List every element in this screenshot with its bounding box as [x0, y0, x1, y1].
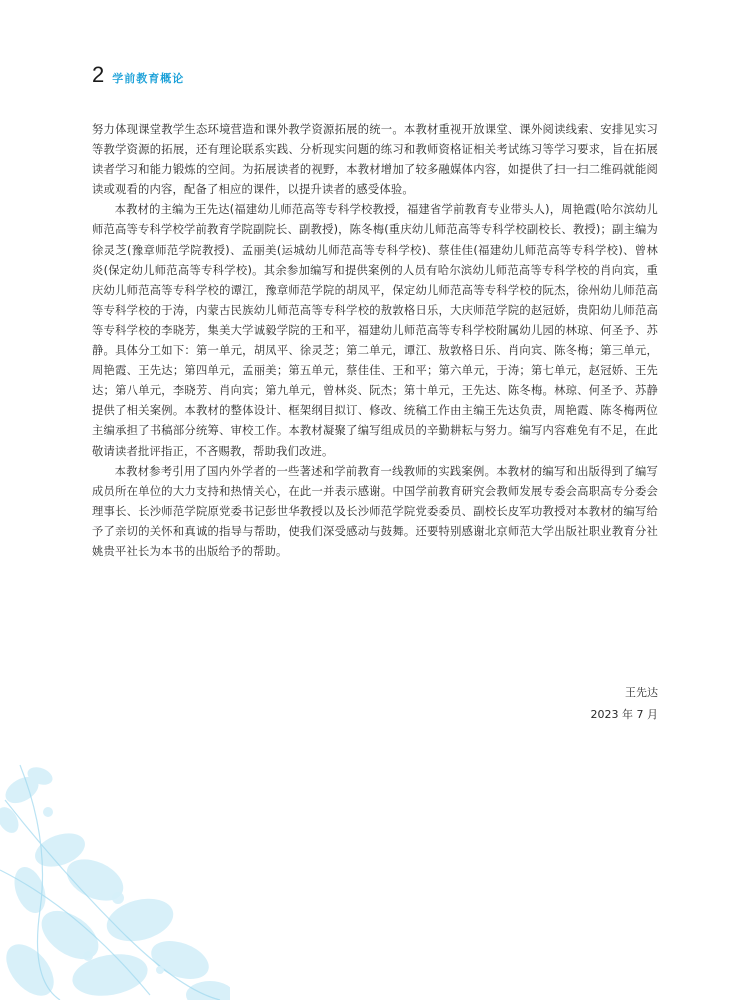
paragraph-continued: 努力体现课堂教学生态环境营造和课外教学资源拓展的统一。本教材重视开放课堂、课外阅读线索、安排见实习等教学资源的拓展，还有理论联系实践、分析现实问题的练习和教师资格证相关考试练习等学习要求，旨在拓展读者学习和能力锻炼的空间。为拓展读者的视野，本教材增加了较多融媒体内容，如提供了扫一扫二维码就能阅读或观看的内容，配备了相应的课件，以提升读者的感受体验。 — [92, 123, 658, 197]
signature-block — [591, 682, 658, 726]
signature-author: 王先达 — [625, 686, 658, 699]
book-title: 学前教育概论 — [112, 72, 185, 85]
running-header — [92, 62, 184, 88]
flower-watermark-decoration — [0, 760, 230, 1000]
paragraph-acknowledgements: 本教材参考引用了国内外学者的一些著述和学前教育一线教师的实践案例。本教材的编写和出版得到了编写成员所在单位的大力支持和热情关心，在此一并表示感谢。中国学前教育研究会教师发展专委会高职高专分委会理事长、长沙师范学院原党委书记彭世华教授以及长沙师范学院党委委员、副校长皮军功教授对本教材的编写给予了亲切的关怀和真诚的指导与帮助，使我们深受感动与鼓舞。还要特别感谢北京师范大学出版社职业教育分社姚贵平社长为本书的出版给予的帮助。 — [92, 464, 658, 558]
paragraph-editors: 本教材的主编为王先达(福建幼儿师范高等专科学校教授，福建省学前教育专业带头人)，周艳霞(哈尔滨幼儿师范高等专科学校学前教育学院副院长、副教授)，陈冬梅(重庆幼儿师范高等专科学校副校长、教授)；副主编为徐灵芝(豫章师范学院教授)、孟丽美(运城幼儿师范高等专科学校)、蔡佳佳(福建幼儿师范高等专科学校)、曾林炎(保定幼儿师范高等专科学校)。其余参加编写和提供案例的人员有哈尔滨幼儿师范高等专科学校的肖向宾，重庆幼儿师范高等专科学校的谭江，豫章师范学院的胡凤平，保定幼儿师范高等专科学校的阮杰，徐州幼儿师范高等专科学校的于涛，内蒙古民族幼儿师范高等专科学校的敖敦格日乐，大庆师范学院的赵冠娇，贵阳幼儿师范高等专科学校的李晓芳，集美大学诚毅学院的王和平，福建幼儿师范高等专科学校附属幼儿园的林琼、何圣予、苏静。具体分工如下：第一单元，胡凤平、徐灵芝；第二单元，谭江、敖敦格日乐、肖向宾、陈冬梅；第三单元，周艳霞、王先达；第四单元，孟丽美；第五单元，蔡佳佳、王和平；第六单元，于涛；第七单元，赵冠娇、王先达；第八单元，李晓芳、肖向宾；第九单元，曾林炎、阮杰；第十单元，王先达、陈冬梅。林琼、何圣予、苏静提供了相关案例。本教材的整体设计、框架纲目拟订、修改、统稿工作由主编王先达负责，周艳霞、陈冬梅两位主编承担了书稿部分统筹、审校工作。本教材凝聚了编写组成员的辛勤耕耘与努力。编写内容难免有不足，在此敬请读者批评指正，不吝赐教，帮助我们改进。 — [92, 203, 658, 458]
signature-date: 2023 年 7 月 — [590, 708, 658, 721]
page-number: 2 — [92, 62, 105, 87]
body-text — [92, 120, 658, 562]
